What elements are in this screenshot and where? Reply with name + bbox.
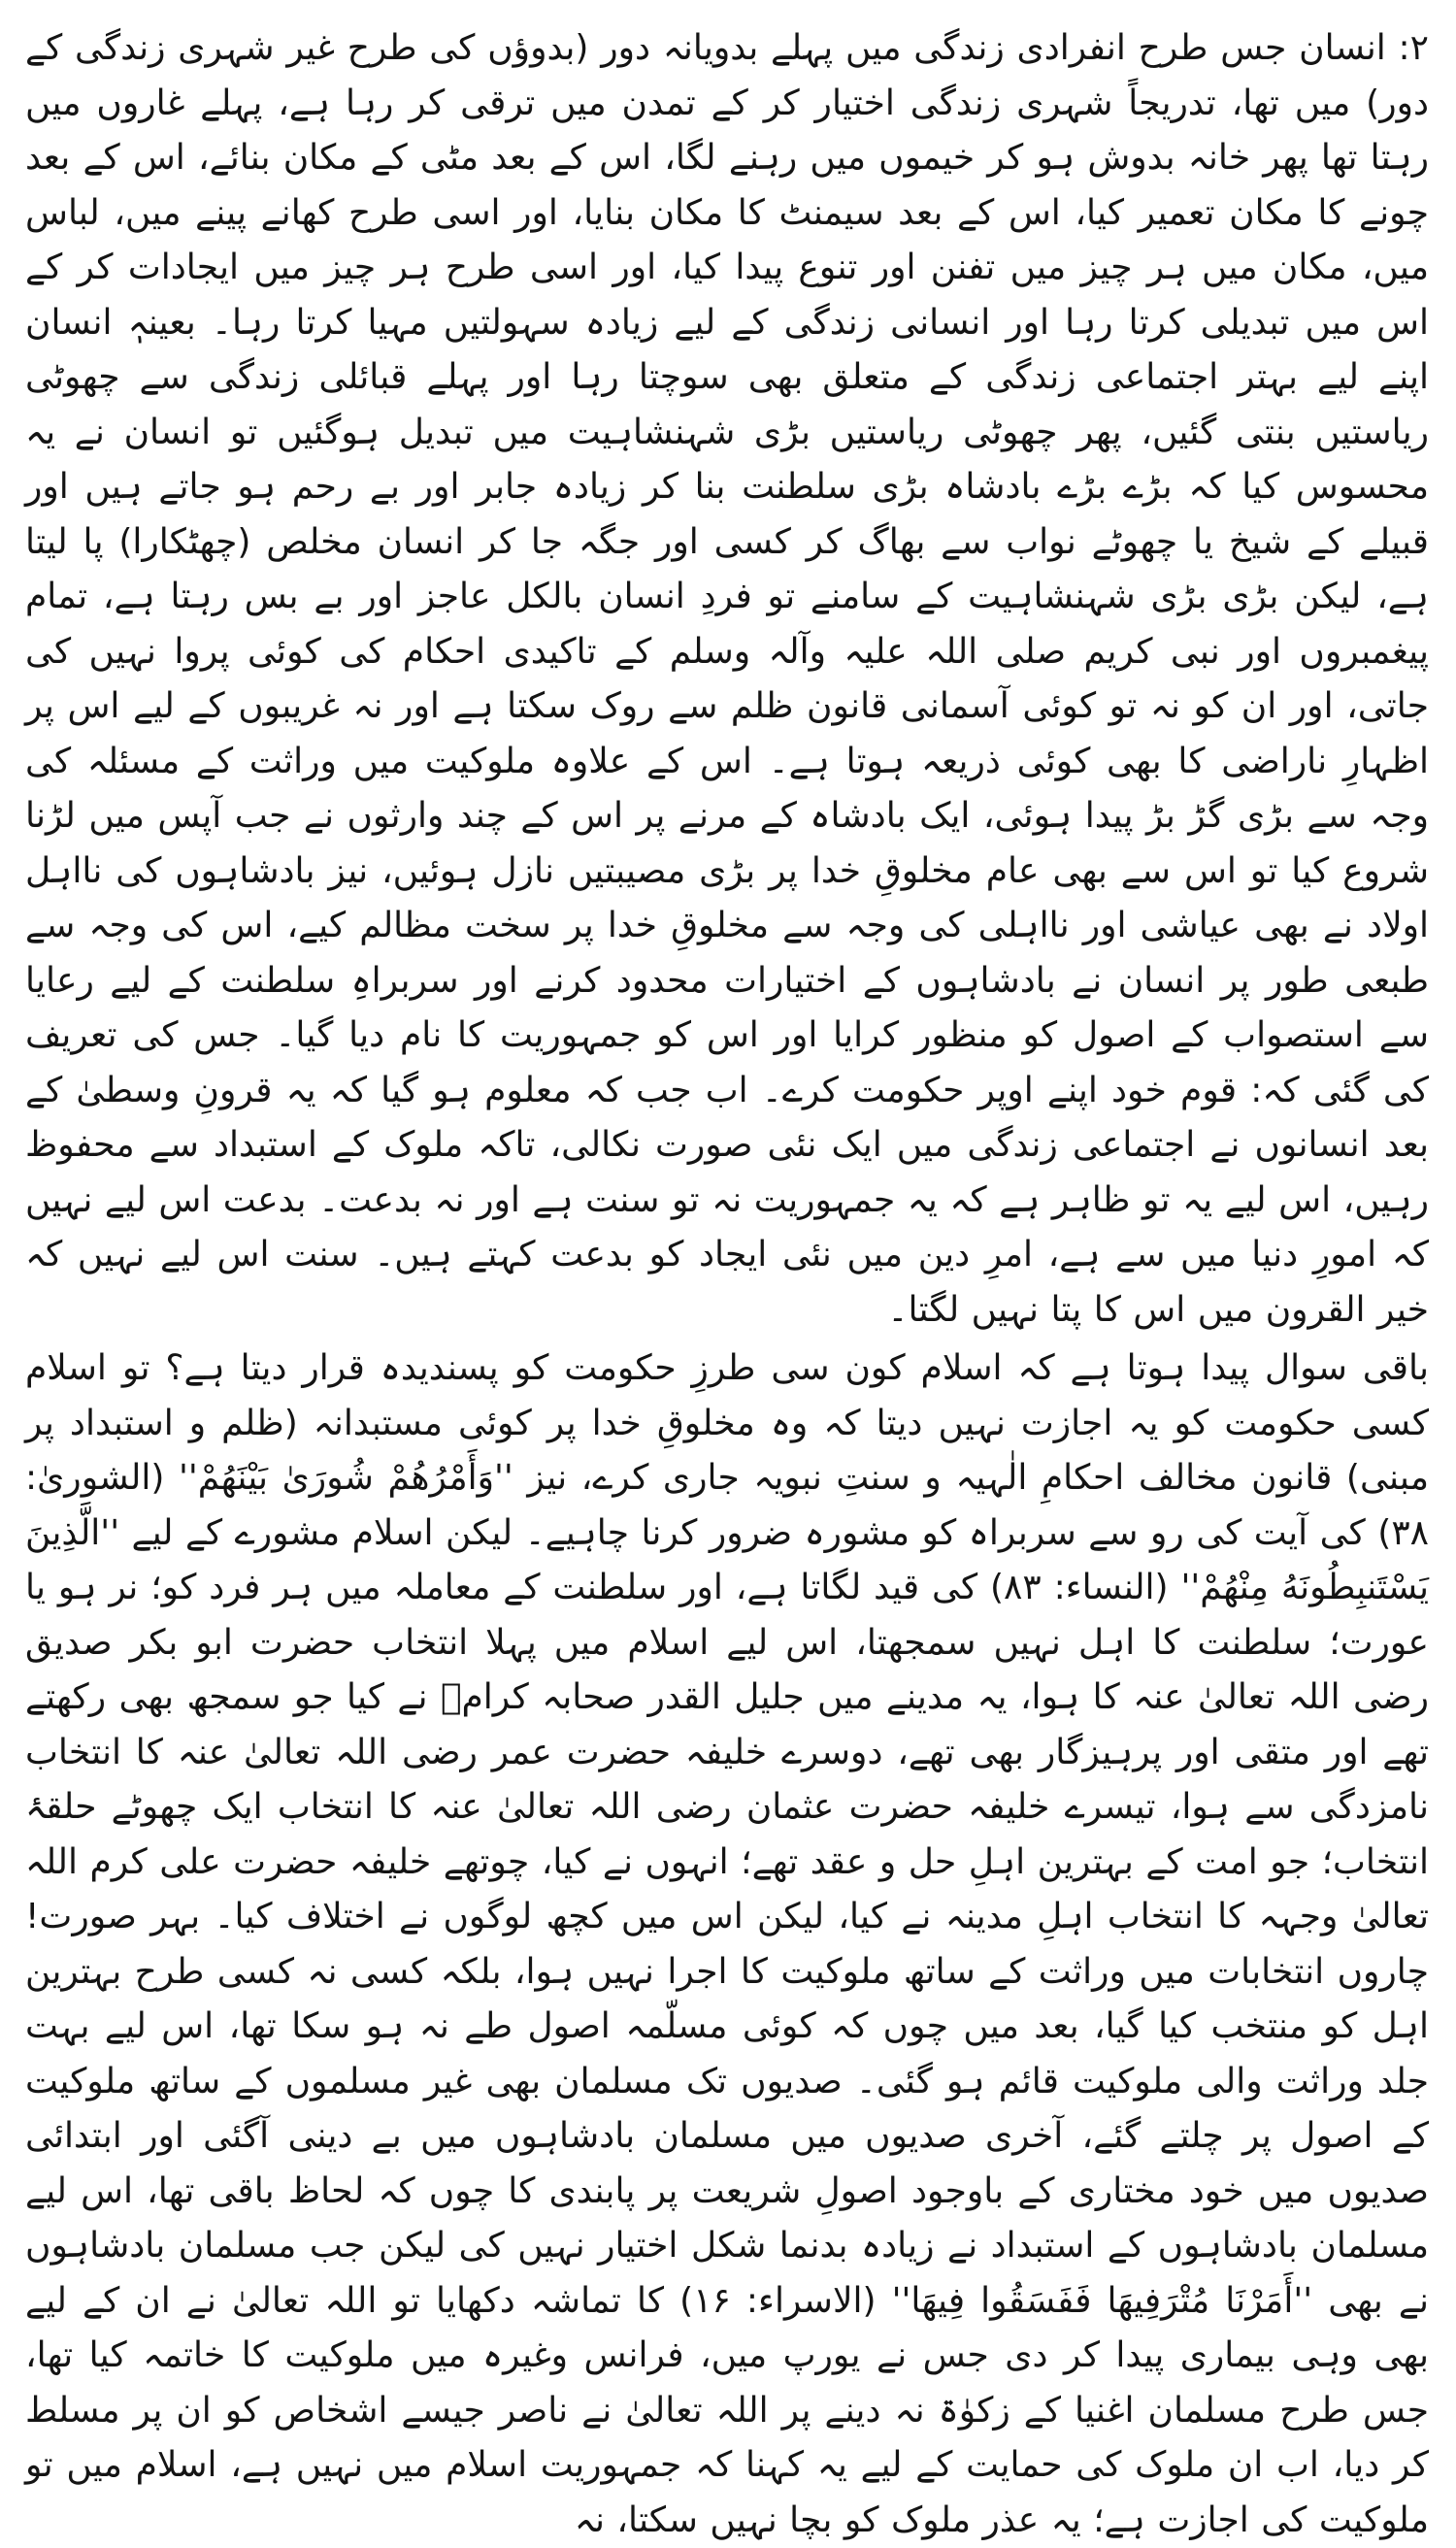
document-page (25, 21, 1429, 2540)
paragraph-2: باقی سوال پیدا ہوتا ہے کہ اسلام کون سی طرزِ حکومت کو پسندیدہ قرار دیتا ہے؟ تو اسلام کسی حکومت کو یہ اجازت نہیں دیتا کہ وہ مخلوقِ خدا پر کوئی مستبدانہ (ظلم و استبداد پر مبنی) قانون مخالف احکامِ الٰہیہ و سنتِ نبویہ جاری کرے، نیز ''وَأَمْرُهُمْ شُورَىٰ بَيْنَهُمْ'' (الشوریٰ: ۳۸) کی آیت کی رو سے سربراہ کو مشورہ ضرور کرنا چاہیے۔ لیکن اسلام مشورے کے لیے ''الَّذِينَ يَسْتَنبِطُونَهُ مِنْهُمْ'' (النساء: ۸۳) کی قید لگاتا ہے، اور سلطنت کے معاملہ میں ہر فرد کو؛ نر ہو یا عورت؛ سلطنت کا اہل نہیں سمجھتا، اس لیے اسلام میں پہلا انتخاب حضرت ابو بکر صدیق رضی اللہ تعالیٰ عنہ کا ہوا، یہ مدینے میں جلیل القدر صحابہ کرامؓ نے کیا جو سمجھ بھی رکھتے تھے اور متقی اور پرہیزگار بھی تھے، دوسرے خلیفہ حضرت عمر رضی اللہ تعالیٰ عنہ کا انتخاب نامزدگی سے ہوا، تیسرے خلیفہ حضرت عثمان رضی اللہ تعالیٰ عنہ کا انتخاب ایک چھوٹے حلقۂ انتخاب؛ جو امت کے بہترین اہلِ حل و عقد تھے؛ انہوں نے کیا، چوتھے خلیفہ حضرت علی کرم اللہ تعالیٰ وجہہ کا انتخاب اہلِ مدینہ نے کیا، لیکن اس میں کچھ لوگوں نے اختلاف کیا۔ بہر صورت! چاروں انتخابات میں وراثت کے ساتھ ملوکیت کا اجرا نہیں ہوا، بلکہ کسی نہ کسی طرح بہترین اہل کو منتخب کیا گیا، بعد میں چوں کہ کوئی مسلّمہ اصول طے نہ ہو سکا تھا، اس لیے بہت جلد وراثت والی ملوکیت قائم ہو گئی۔ صدیوں تک مسلمان بھی غیر مسلموں کے ساتھ ملوکیت کے اصول پر چلتے گئے، آخری صدیوں میں مسلمان بادشاہوں میں بے دینی آگئی اور ابتدائی صدیوں میں خود مختاری کے باوجود اصولِ شریعت پر پابندی کا چوں کہ لحاظ باقی تھا، اس لیے مسلمان بادشاہوں کے استبداد نے زیادہ بدنما شکل اختیار نہیں کی لیکن جب مسلمان بادشاہوں نے بھی ''أَمَرْنَا مُتْرَفِيهَا فَفَسَقُوا فِيهَا'' (الاسراء: ۱۶) کا تماشہ دکھایا تو اللہ تعالیٰ نے ان کے لیے بھی وہی بیماری پیدا کر دی جس نے یورپ میں، فرانس وغیرہ میں ملوکیت کا خاتمہ کیا تھا، جس طرح مسلمان اغنیا کے زکوٰۃ نہ دینے پر اللہ تعالیٰ نے ناصر جیسے اشخاص کو ان پر مسلط کر دیا، اب ان ملوک کی حمایت کے لیے یہ کہنا کہ جمہوریت اسلام میں نہیں ہے، اسلام میں تو ملوکیت کی اجازت ہے؛ یہ عذر ملوک کو بچا نہیں سکتا، نہ (25, 1348, 1429, 2540)
paragraph-1: ۲: انسان جس طرح انفرادی زندگی میں پہلے بدویانہ دور (بدوؤں کی طرح غیر شہری زندگی کے دور) میں تھا، تدریجاً شہری زندگی اختیار کر کے تمدن میں ترقی کر رہا ہے، پہلے غاروں میں رہتا تھا پھر خانہ بدوش ہو کر خیموں میں رہنے لگا، اس کے بعد مٹی کے مکان بنائے، اس کے بعد چونے کا مکان تعمیر کیا، اس کے بعد سیمنٹ کا مکان بنایا، اور اسی طرح کھانے پینے میں، لباس میں، مکان میں ہر چیز میں تفنن اور تنوع پیدا کیا، اور اسی طرح ہر چیز میں ایجادات کر کے اس میں تبدیلی کرتا رہا اور انسانی زندگی کے لیے زیادہ سہولتیں مہیا کرتا رہا۔ بعینہٖ انسان اپنے لیے بہتر اجتماعی زندگی کے متعلق بھی سوچتا رہا اور پہلے قبائلی زندگی سے چھوٹی ریاستیں بنتی گئیں، پھر چھوٹی ریاستیں بڑی شہنشاہیت میں تبدیل ہوگئیں تو انسان نے یہ محسوس کیا کہ بڑے بڑے بادشاہ بڑی سلطنت بنا کر زیادہ جابر اور بے رحم ہو جاتے ہیں اور قبیلے کے شیخ یا چھوٹے نواب سے بھاگ کر کسی اور جگہ جا کر انسان مخلص (چھٹکارا) پا لیتا ہے، لیکن بڑی بڑی شہنشاہیت کے سامنے تو فردِ انسان بالکل عاجز اور بے بس رہتا ہے، تمام پیغمبروں اور نبی کریم صلی اللہ علیہ وآلہ وسلم کے تاکیدی احکام کی کوئی پروا نہیں کی جاتی، اور ان کو نہ تو کوئی آسمانی قانون ظلم سے روک سکتا ہے اور نہ غریبوں کے لیے اس پر اظہارِ ناراضی کا بھی کوئی ذریعہ ہوتا ہے۔ اس کے علاوہ ملوکیت میں وراثت کے مسئلہ کی وجہ سے بڑی گڑ بڑ پیدا ہوئی، ایک بادشاہ کے مرنے پر اس کے چند وارثوں نے جب آپس میں لڑنا شروع کیا تو اس سے بھی عام مخلوقِ خدا پر بڑی مصیبتیں نازل ہوئیں، نیز بادشاہوں کی نااہل اولاد نے بھی عیاشی اور نااہلی کی وجہ سے مخلوقِ خدا پر سخت مظالم کیے، اس کی وجہ سے طبعی طور پر انسان نے بادشاہوں کے اختیارات محدود کرنے اور سربراہِ سلطنت کے لیے رعایا سے استصواب کے اصول کو منظور کرایا اور اس کو جمہوریت کا نام دیا گیا۔ جس کی تعریف کی گئی کہ: قوم خود اپنے اوپر حکومت کرے۔ اب جب کہ معلوم ہو گیا کہ یہ قرونِ وسطیٰ کے بعد انسانوں نے اجتماعی زندگی میں ایک نئی صورت نکالی، تاکہ ملوک کے استبداد سے محفوظ رہیں، اس لیے یہ تو ظاہر ہے کہ یہ جمہوریت نہ تو سنت ہے اور نہ بدعت۔ بدعت اس لیے نہیں کہ امورِ دنیا میں سے ہے، امرِ دین میں نئی ایجاد کو بدعت کہتے ہیں۔ سنت اس لیے نہیں کہ خیر القرون میں اس کا پتا نہیں لگتا۔ (25, 28, 1429, 1330)
